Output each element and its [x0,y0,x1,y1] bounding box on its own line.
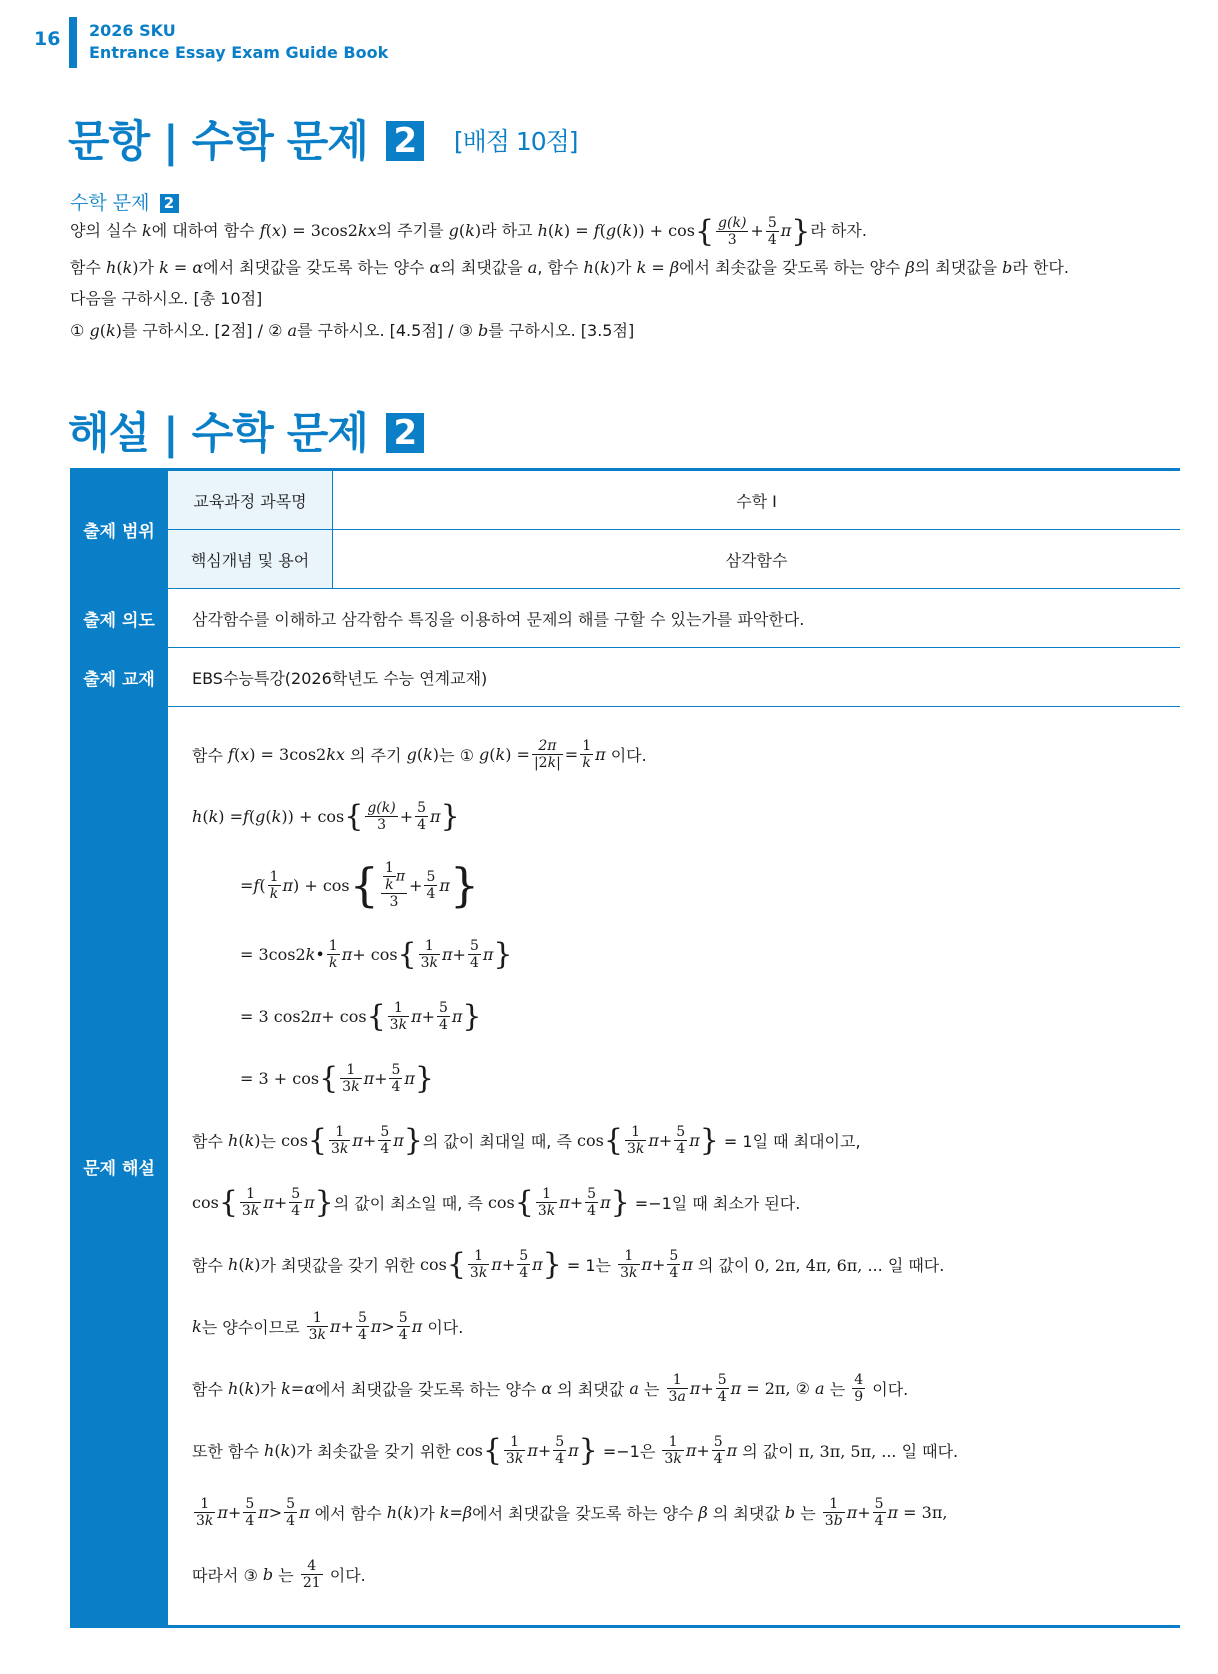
solution-title-text: 해설 | 수학 문제 [68,409,368,459]
intent-label: 출제 의도 [70,589,168,647]
header-accent-bar [69,17,77,68]
question-subtitle-text: 수학 문제 [70,192,150,214]
scope-label: 출제 범위 [70,471,168,588]
solution-line-13: $\frac{1}{3k}$ π + $\frac{5}{4}$ π > $\frac{5}{4}$ π 에서 함수 h ( k ) 가 k = β 에서 최댓값을 갖도록 하는 양수 β 의 최댓값 b 는 $\frac{1}{3b}$ π + $\frac{5}{4}$ π = 3π, [196,1495,948,1529]
scope-row [70,471,1180,589]
curriculum-label: 교육과정 과목명 [168,471,333,529]
textbook-label: 출제 교재 [70,648,168,706]
solution-table [70,468,1180,1628]
solution-row [70,707,1180,1625]
concept-label: 핵심개념 및 용어 [168,530,333,588]
solution-line-1: 함수 f ( x ) = 3cos2 kx 의 주기 g ( k ) 는 ① g ( k ) = $\frac{2\pi}{|2k|}$ = $\frac{1}{k}$ π 이다. [192,737,647,771]
question-line-3: 다음을 구하시오. [총 10점] [70,289,263,308]
question-line-1: 양의 실수 k에 대하여 함수 f(x) = 3cos2kx의 주기를 g(k)라 하고 h(k) = f(g(k)) + cos{ $\frac{g(k)}{3}$ + $\frac{5}{4}$ π}라 하자. [70,214,867,249]
question-title [68,108,578,169]
header-subtitle: Entrance Essay Exam Guide Book [89,43,389,62]
solution-title [68,400,424,461]
solution-line-6: = 3 + cos { $\frac{1}{3k}$ π + $\frac{5}{4}$ π } [240,1060,435,1096]
solution-line-12: 또한 함수 h ( k ) 가 최솟값을 갖기 위한 cos { $\frac{1}{3k}$ π + $\frac{5}{4}$ π } =−1은 $\frac{1}{3k}$ π + $\frac{5}{4}$ π 의 값이 π, 3π, 5π, ... 일 때다. [192,1432,959,1468]
textbook-value: EBS수능특강(2026학년도 수능 연계교재) [192,668,488,688]
solution-line-8: cos { $\frac{1}{3k}$ π + $\frac{5}{4}$ π } 의 값이 최소일 때, 즉 cos { $\frac{1}{3k}$ π + $\frac{5}{4}$ π } =−1일 때 최소가 된다. [192,1184,801,1220]
question-title-text: 문항 | 수학 문제 [68,117,368,167]
question-number-badge: 2 [386,121,424,161]
solution-label: 문제 해설 [70,707,168,1625]
solution-line-11: 함수 h ( k ) 가 k = α 에서 최댓값을 갖도록 하는 양수 α 의 최댓값 a 는 $\frac{1}{3a}$ π + $\frac{5}{4}$ π = 2π, ② a 는 $\frac{4}{9}$ 이다. [192,1371,909,1405]
solution-line-10: k 는 양수이므로 $\frac{1}{3k}$ π + $\frac{5}{4}$ π > $\frac{5}{4}$ π 이다. [192,1309,464,1343]
question-line-2: 함수 h(k)가 k = α에서 최댓값을 갖도록 하는 양수 α의 최댓값을 a, 함수 h(k)가 k = β에서 최솟값을 갖도록 하는 양수 β의 최댓값을 b라 한다. [70,258,1069,277]
question-points: [배점 10점] [453,127,578,156]
intent-value: 삼각함수를 이해하고 삼각함수 특징을 이용하여 문제의 해를 구할 수 있는가를 파악한다. [192,609,805,629]
question-subtitle [70,188,179,215]
solution-line-3: = f ( $\frac{1}{k}$ π ) + cos { $\frac{1}{k}$ π 3 + $\frac{5}{4}$ π } [240,858,480,912]
concept-value: 삼각함수 [725,550,788,570]
solution-line-4: = 3cos2 k • $\frac{1}{k}$ π + cos { $\frac{1}{3k}$ π + $\frac{5}{4}$ π } [240,936,513,972]
question-line-4: ① g(k)를 구하시오. [2점] / ② a를 구하시오. [4.5점] / ③ b를 구하시오. [3.5점] [70,321,635,340]
solution-body [168,707,1180,1625]
textbook-row [70,648,1180,707]
solution-line-14: 따라서 ③ b 는 $\frac{4}{21}$ 이다. [192,1557,366,1591]
solution-line-2: h ( k ) = f ( g ( k )) + cos { $\frac{g(k)}{3}$ + $\frac{5}{4}$ π } [192,798,460,834]
curriculum-value: 수학 I [736,491,777,511]
solution-line-9: 함수 h ( k ) 가 최댓값을 갖기 위한 cos { $\frac{1}{3k}$ π + $\frac{5}{4}$ π } = 1는 $\frac{1}{3k}$ π + $\frac{5}{4}$ π 의 값이 0, 2π, 4π, 6π, ... 일 때다. [192,1246,945,1282]
question-subtitle-badge: 2 [160,194,179,213]
page-number: 16 [34,28,61,50]
intent-row [70,589,1180,648]
header-title: 2026 SKU [89,21,176,40]
solution-number-badge: 2 [386,413,424,453]
solution-line-5: = 3 cos2 π + cos { $\frac{1}{3k}$ π + $\frac{5}{4}$ π } [240,998,482,1034]
solution-line-7: 함수 h ( k ) 는 cos { $\frac{1}{3k}$ π + $\frac{5}{4}$ π } 의 값이 최대일 때, 즉 cos { $\frac{1}{3k}$ π + $\frac{5}{4}$ π } = 1일 때 최대이고, [192,1122,861,1158]
